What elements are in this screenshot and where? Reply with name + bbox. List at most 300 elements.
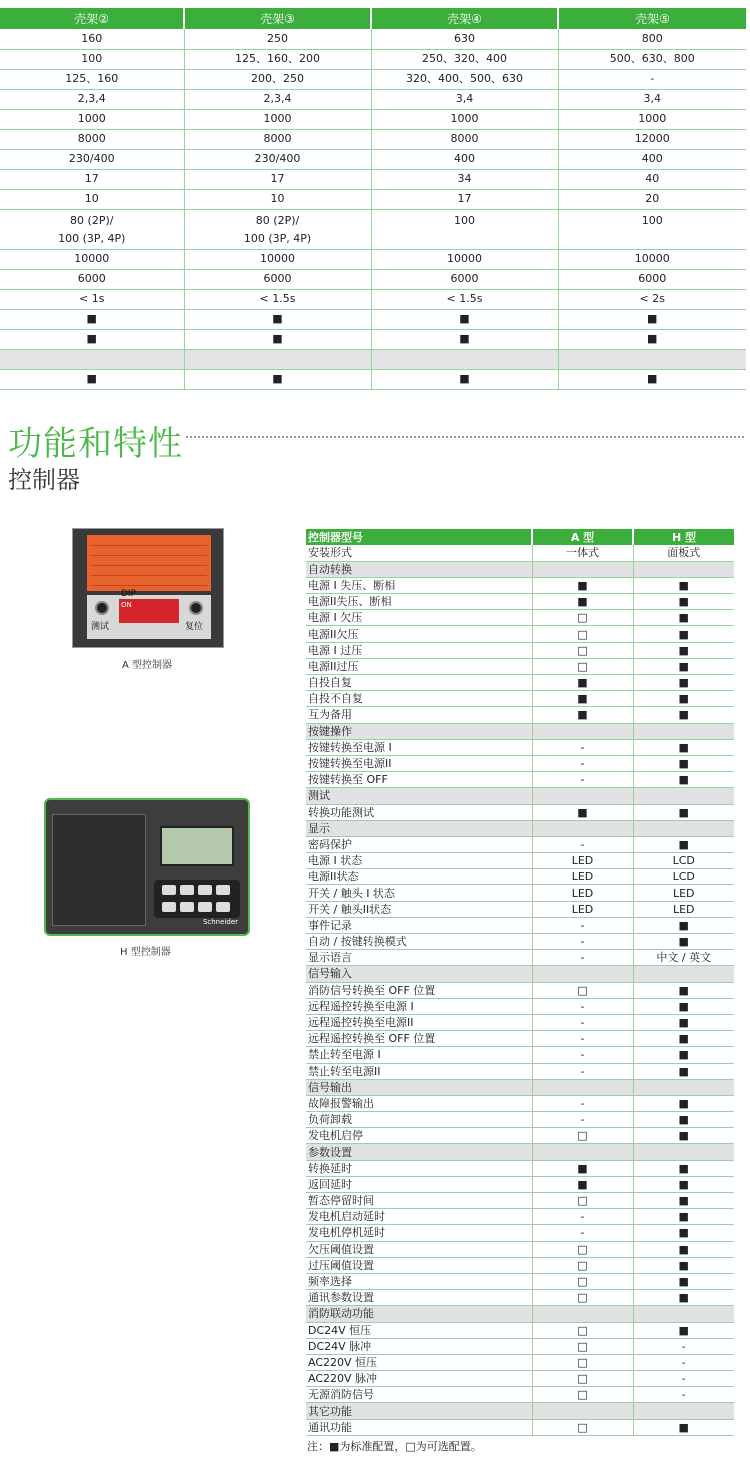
table-cell [633,723,734,739]
table-cell: 消防联动功能 [306,1306,532,1322]
table-cell: 6000 [371,269,558,289]
table-cell: 电源II状态 [306,869,532,885]
table-cell: - [532,1225,633,1241]
reset-button-icon [189,601,203,615]
table-row [306,642,734,658]
table-row [0,169,746,189]
table-cell: 发电机停机延时 [306,1225,532,1241]
table-row [306,1354,734,1370]
table-cell: 远程遥控转换至电源 I [306,998,532,1014]
table-cell: □ [532,1322,633,1338]
table-cell: 320、400、500、630 [371,69,558,89]
table-cell: ■ [0,329,184,349]
brand-logo: Schneider [202,918,238,926]
table-row [0,69,746,89]
table-cell: 电源 I 失压、断相 [306,577,532,593]
table-cell: LCD [633,853,734,869]
table-cell [532,723,633,739]
table-cell: 电源II过压 [306,658,532,674]
table-row [0,309,746,329]
table-cell: 100 [371,209,558,249]
table-cell: 自投不自复 [306,691,532,707]
table-cell: 1000 [371,109,558,129]
table-cell: ■ [184,329,371,349]
table-cell: 电源 I 欠压 [306,610,532,626]
table-row [306,1257,734,1273]
table-cell: 按键转换至 OFF [306,772,532,788]
table-cell: 安装形式 [306,545,532,561]
a-type-controller-image [72,528,224,648]
table-cell: 无源消防信号 [306,1387,532,1403]
table-cell: - [532,950,633,966]
table-cell: - [532,934,633,950]
table-cell: - [532,739,633,755]
table-row [0,289,746,309]
table-cell: ■ [532,675,633,691]
table-row [306,691,734,707]
group-row [306,1079,734,1095]
table-row [0,249,746,269]
table-row [306,1225,734,1241]
table-cell: 自动转换 [306,561,532,577]
table-cell: 6000 [558,269,746,289]
table-cell: 中文 / 英文 [633,950,734,966]
frame-spec-table [0,8,746,390]
table-row [306,1209,734,1225]
table-cell: ■ [633,1273,734,1289]
table-cell: ■ [633,934,734,950]
table-cell: 500、630、800 [558,49,746,69]
table-cell: - [558,69,746,89]
table-cell: 3,4 [371,89,558,109]
table-cell: 过压阈值设置 [306,1257,532,1273]
table-cell: - [532,836,633,852]
table-cell: 250 [184,29,371,49]
table-cell: 禁止转至电源 I [306,1047,532,1063]
table-row [306,982,734,998]
table-row [306,1419,734,1435]
label-plate [87,535,211,591]
table-cell: 消防信号转换至 OFF 位置 [306,982,532,998]
table-cell: ■ [558,369,746,389]
table-cell: ■ [371,329,558,349]
table-cell: 17 [0,169,184,189]
table-cell: 频率选择 [306,1273,532,1289]
keypad [154,880,240,918]
table-cell: ■ [633,917,734,933]
table-cell: LED [532,869,633,885]
table-row [306,626,734,642]
table-cell: □ [532,1338,633,1354]
table-row [306,1063,734,1079]
table-cell: 34 [371,169,558,189]
table-cell: ■ [532,1160,633,1176]
table-row [306,1338,734,1354]
table-cell: □ [532,1419,633,1435]
table-row [0,189,746,209]
table-cell: ■ [532,804,633,820]
table-cell [633,1306,734,1322]
test-label: 测试 [91,622,110,632]
table-cell [532,966,633,982]
table-cell: 8000 [184,129,371,149]
table-cell: ■ [184,369,371,389]
table-cell [184,349,371,369]
frame-header-2: 壳架② [0,8,184,29]
table-cell: ■ [633,1095,734,1111]
table-cell: 160 [0,29,184,49]
table-row [306,1241,734,1257]
table-cell: 发电机启停 [306,1128,532,1144]
on-label: ON [121,601,132,609]
table-cell: ■ [532,1176,633,1192]
table-cell: - [532,917,633,933]
table-cell: 125、160 [0,69,184,89]
table-cell [532,1079,633,1095]
table-cell: 按键操作 [306,723,532,739]
controller-header-0: 控制器型号 [306,529,532,545]
table-cell: 信号输入 [306,966,532,982]
table-cell: - [532,1031,633,1047]
table-cell: 互为备用 [306,707,532,723]
table-cell [371,349,558,369]
table-row [306,1176,734,1192]
table-cell: 参数设置 [306,1144,532,1160]
table-cell: 3,4 [558,89,746,109]
controller-header-1: A 型 [532,529,633,545]
table-cell: 电源 I 过压 [306,642,532,658]
table-row [306,1371,734,1387]
table-row [306,1290,734,1306]
table-cell: 其它功能 [306,1403,532,1419]
table-cell: 欠压阈值设置 [306,1241,532,1257]
table-cell: 自投自复 [306,675,532,691]
table-cell: ■ [633,739,734,755]
table-cell: ■ [532,594,633,610]
table-cell: 40 [558,169,746,189]
table-cell: - [532,772,633,788]
table-cell: □ [532,642,633,658]
table-cell: < 1.5s [371,289,558,309]
table-cell: 自动 / 按键转换模式 [306,934,532,950]
table-cell: 密码保护 [306,836,532,852]
table-row [0,29,746,49]
test-button-icon [95,601,109,615]
section-subtitle: 控制器 [8,466,80,494]
table-cell: ■ [633,1241,734,1257]
table-cell [532,1144,633,1160]
table-cell: 2,3,4 [184,89,371,109]
table-row [0,209,746,249]
table-cell: 转换功能测试 [306,804,532,820]
table-cell: 按键转换至电源 I [306,739,532,755]
table-cell: - [633,1387,734,1403]
table-row [306,675,734,691]
table-cell: 暂态停留时间 [306,1193,532,1209]
group-row [306,723,734,739]
table-cell: 显示 [306,820,532,836]
status-diagram [52,814,146,926]
table-row [0,89,746,109]
dip-label: DIP [121,589,137,599]
table-cell: □ [532,1193,633,1209]
table-cell: ■ [633,755,734,771]
a-type-caption: A 型控制器 [122,660,173,671]
table-row [306,1014,734,1030]
table-cell: □ [532,658,633,674]
table-cell: 故障报警输出 [306,1095,532,1111]
table-cell: ■ [532,707,633,723]
table-cell: 按键转换至电源II [306,755,532,771]
controller-header-2: H 型 [633,529,734,545]
table-cell [633,788,734,804]
group-row [306,1403,734,1419]
table-cell: ■ [184,309,371,329]
table-cell: 10000 [0,249,184,269]
section-title: 功能和特性 [8,424,183,464]
table-cell: 230/400 [184,149,371,169]
table-row [306,1047,734,1063]
table-cell: 电源II欠压 [306,626,532,642]
table-row [0,109,746,129]
table-cell: LED [633,901,734,917]
table-cell: ■ [633,707,734,723]
table-cell: LCD [633,869,734,885]
group-row [306,561,734,577]
table-row [306,1160,734,1176]
table-row [306,658,734,674]
table-cell: ■ [532,577,633,593]
table-cell: 10000 [371,249,558,269]
table-cell: ■ [633,1419,734,1435]
table-row [306,998,734,1014]
table-cell: - [532,1047,633,1063]
table-cell: 负荷卸载 [306,1112,532,1128]
h-type-controller-image [44,798,250,936]
table-row [306,934,734,950]
table-cell: ■ [633,1063,734,1079]
table-cell: ■ [633,642,734,658]
table-cell [633,1144,734,1160]
table-cell: 10 [184,189,371,209]
table-cell: 125、160、200 [184,49,371,69]
section-divider [186,436,744,438]
table-cell: 12000 [558,129,746,149]
table-cell [532,561,633,577]
table-row [306,772,734,788]
table-cell: ■ [633,1193,734,1209]
table-cell: ■ [633,691,734,707]
table-cell: ■ [633,1031,734,1047]
group-row [306,1306,734,1322]
frame-header-5: 壳架⑤ [558,8,746,29]
table-cell: 转换延时 [306,1160,532,1176]
table-cell: ■ [633,982,734,998]
table-row [306,1273,734,1289]
table-cell: - [532,755,633,771]
table-cell: ■ [633,1257,734,1273]
table-cell: ■ [633,658,734,674]
frame-header-4: 壳架④ [371,8,558,29]
table-cell: 10000 [558,249,746,269]
table-cell: ■ [633,772,734,788]
table-cell: - [633,1371,734,1387]
table-cell: 10000 [184,249,371,269]
table-cell: 电源 I 状态 [306,853,532,869]
table-cell: 17 [184,169,371,189]
table-cell: 200、250 [184,69,371,89]
table-cell: ■ [633,577,734,593]
table-cell: ■ [633,675,734,691]
table-row [306,885,734,901]
table-row [0,149,746,169]
table-row [0,329,746,349]
table-row [306,869,734,885]
table-cell: < 1s [0,289,184,309]
table-cell [532,788,633,804]
table-cell: 1000 [0,109,184,129]
table-cell: □ [532,1290,633,1306]
table-cell: ■ [558,329,746,349]
table-cell: ■ [633,804,734,820]
table-row [306,577,734,593]
table-row [306,1112,734,1128]
table-cell: DC24V 脉冲 [306,1338,532,1354]
table-row [306,610,734,626]
table-row [0,129,746,149]
table-cell: 6000 [0,269,184,289]
table-cell [633,561,734,577]
lcd-screen [160,826,234,866]
table-cell: 通讯参数设置 [306,1290,532,1306]
table-cell: ■ [371,369,558,389]
table-cell: □ [532,1387,633,1403]
table-cell: < 2s [558,289,746,309]
table-cell: ■ [633,1160,734,1176]
table-cell: 事件记录 [306,917,532,933]
table-cell: 400 [558,149,746,169]
table-cell: 80 (2P)/ 100 (3P, 4P) [184,209,371,249]
table-row [0,349,746,369]
table-cell: - [633,1354,734,1370]
table-cell: 100 [558,209,746,249]
table-cell: LED [532,853,633,869]
legend-note: 注：■为标准配置，□为可选配置。 [307,1440,482,1453]
table-cell: 230/400 [0,149,184,169]
group-row [306,966,734,982]
table-row [306,1193,734,1209]
table-cell: AC220V 恒压 [306,1354,532,1370]
table-cell: ■ [633,1047,734,1063]
table-cell: 开关 / 触头 I 状态 [306,885,532,901]
table-cell: ■ [0,369,184,389]
table-cell: LED [532,901,633,917]
controller-spec-table [306,529,734,1436]
table-cell: LED [633,885,734,901]
table-cell: - [532,1209,633,1225]
table-cell [558,349,746,369]
table-cell: 通讯功能 [306,1419,532,1435]
table-cell: 发电机启动延时 [306,1209,532,1225]
table-cell: 100 [0,49,184,69]
table-cell: 信号输出 [306,1079,532,1095]
table-cell [633,1079,734,1095]
table-cell: 20 [558,189,746,209]
table-row [0,369,746,389]
table-cell: 10 [0,189,184,209]
table-row [306,1095,734,1111]
table-cell: 开关 / 触头II状态 [306,901,532,917]
table-cell: < 1.5s [184,289,371,309]
table-cell [532,1306,633,1322]
table-row [306,1322,734,1338]
table-cell: - [532,1095,633,1111]
table-row [306,707,734,723]
table-cell: ■ [633,998,734,1014]
table-cell [532,820,633,836]
table-cell: 8000 [0,129,184,149]
table-cell: 1000 [184,109,371,129]
frame-header-3: 壳架③ [184,8,371,29]
table-cell: 1000 [558,109,746,129]
table-cell: ■ [633,1225,734,1241]
table-cell: ■ [633,1112,734,1128]
table-cell: 630 [371,29,558,49]
table-row [306,804,734,820]
table-cell: ■ [633,1176,734,1192]
table-row [306,1387,734,1403]
table-cell: ■ [558,309,746,329]
table-cell: ■ [633,1290,734,1306]
table-cell: 远程遥控转换至电源II [306,1014,532,1030]
table-row [306,739,734,755]
table-cell: 6000 [184,269,371,289]
table-row [306,853,734,869]
table-row [306,836,734,852]
table-row [0,49,746,69]
table-cell: □ [532,1273,633,1289]
table-cell: ■ [633,1322,734,1338]
table-cell: ■ [0,309,184,329]
table-cell: ■ [532,691,633,707]
table-cell: □ [532,1354,633,1370]
group-row [306,1144,734,1160]
table-cell: LED [532,885,633,901]
table-cell: □ [532,1128,633,1144]
h-type-caption: H 型控制器 [120,947,171,958]
table-cell: □ [532,626,633,642]
group-row [306,788,734,804]
table-row [0,269,746,289]
table-cell [633,966,734,982]
table-cell: ■ [371,309,558,329]
table-cell: ■ [633,836,734,852]
table-cell: ■ [633,626,734,642]
table-cell: 禁止转至电源II [306,1063,532,1079]
table-cell: 电源II失压、断相 [306,594,532,610]
table-cell: □ [532,610,633,626]
table-cell: - [532,1014,633,1030]
table-row [306,594,734,610]
table-cell: 一体式 [532,545,633,561]
table-cell: - [532,1063,633,1079]
table-cell: ■ [633,1209,734,1225]
table-cell [532,1403,633,1419]
table-row [306,1128,734,1144]
table-cell: □ [532,982,633,998]
table-cell: 400 [371,149,558,169]
table-cell: - [532,998,633,1014]
